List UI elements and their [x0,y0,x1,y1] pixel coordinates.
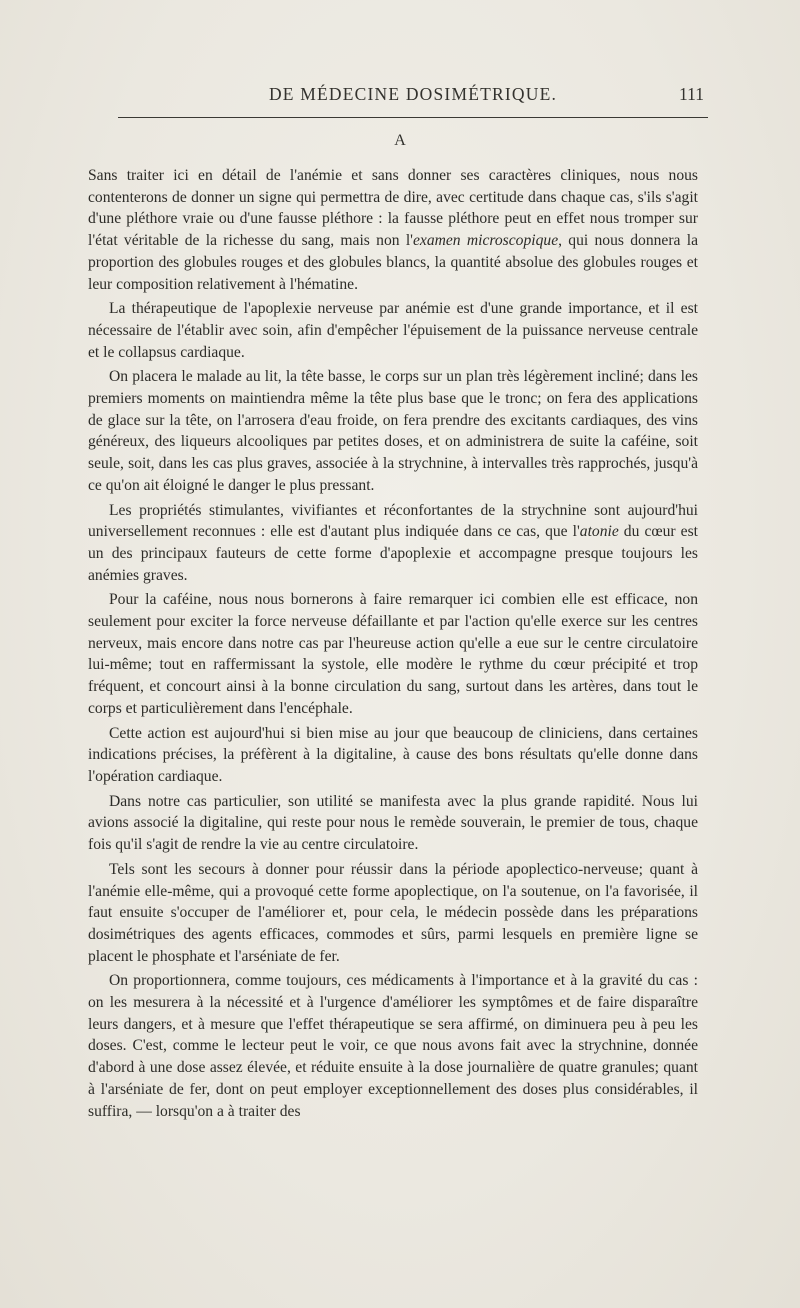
paragraph-8: Tels sont les secours à donner pour réussir dans la période apoplectico-nerveuse; quant à l'anémie elle-même, qui a provoqué cette forme apoplectique, on l'a soutenue, on l'a favorisée, il faut ensuite s'occuper de l'améliorer et, pour cela, le médecin possède dans les préparations dosimétriques des agents efficaces, commodes et sûrs, parmi lesquels en première ligne se placent le phosphate et l'arséniate de fer. [88,860,698,965]
paragraph-4-text: Les propriétés stimulantes, vivifiantes et réconfortantes de la strychnine sont aujourd'hui universellement reconnues : elle est d'autant plus indiquée dans ce cas, que l' [88,501,698,541]
paragraph-5: Pour la caféine, nous nous bornerons à faire remarquer ici combien elle est efficace, non seulement pour exciter la force nerveuse défaillante et par l'action qu'elle exerce sur les centres nerveux, mais encore dans notre cas par l'heureuse action qu'elle a eue sur le centre circulatoire lui-même; tout en raffermissant la systole, elle modère le rythme du cœur précipité et trop fréquent, et concourt ainsi à la bonne circulation du sang, surtout dans les artères, dans tout le corps et particulièrement dans l'encéphale. [88,591,698,717]
header-rule [118,117,708,118]
paragraph-6: Cette action est aujourd'hui si bien mise au jour que beaucoup de cliniciens, dans certaines indications précises, la préfèrent à la digitaline, à cause des bons résultats qu'elle donne dans l'opération cardiaque. [88,724,698,785]
paragraph-1-text: Sans traiter ici en détail de l'anémie et sans donner ses caractères cliniques, nous nous contenterons de donner un signe qui permettra de dire, avec certitude dans chaque cas, s'ils s'agit d'une pléthore vraie ou d'une fausse pléthore : la fausse pléthore peut en effet nous tromper sur l'état véritable de la richesse du sang, mais non l' [88,167,698,250]
page-header [118,84,708,110]
section-letter: A [394,132,406,149]
paragraph-7: Dans notre cas particulier, son utilité se manifesta avec la plus grande rapidité. Nous lui avions associé la digitaline, qui reste pour nous le remède souverain, le premier de tous, chaque fois qu'il s'agit de rendre la vie au centre circulatoire. [88,792,698,854]
running-title: DE MÉDECINE DOSIMÉTRIQUE. [268,84,558,104]
paragraph-1-text-end: , qui nous donnera la proportion des globules rouges et des globules blancs, la quantité absolue des globules rouges et leur composition relativement à l'hématine. [88,232,699,293]
page-number: 111 [679,84,704,104]
body-text [88,165,698,1125]
paragraph-9: On proportionnera, comme toujours, ces médicaments à l'importance et à la gravité du cas : on les mesurera à la nécessité et à l'urgence d'améliorer les symptômes et de faire disparaître leurs dangers, et à mesure que l'effet thérapeutique se sera affirmé, on diminuera peu à peu les doses. C'est, comme le lecteur peut le voir, ce que nous avons fait avec la strychnine, donnée d'abord à une dose assez élevée, et réduite ensuite à la dose journalière de quatre granules; quant à l'arséniate de fer, dont on peut employer exceptionnellement des doses plus considérables, il suffira, — lorsqu'on a à traiter des [88,972,698,1120]
paragraph-4 [88,500,698,587]
paragraph-4-italic: atonie [579,523,619,541]
paragraph-3: On placera le malade au lit, la tête basse, le corps sur un plan très légèrement incliné; dans les premiers moments on maintiendra même la tête plus base que le tronc; on fera des applications de glace sur la tête, on l'arrosera d'eau froide, on fera prendre des excitants cardiaques, des vins généreux, des liqueurs alcooliques par petites doses, et on administrera de suite la caféine, soit seule, soit, dans les cas plus graves, associée à la strychnine, à intervalles très rapprochés, jusqu'à ce qu'on ait éloigné le danger le plus pressant. [88,368,698,494]
paragraph-1 [88,165,698,295]
paragraph-4-text-end: du cœur est un des principaux fauteurs de cette forme d'apoplexie et accompagne presque toujours les anémies graves. [88,523,698,584]
paragraph-2: La thérapeutique de l'apoplexie nerveuse par anémie est d'une grande importance, et il est nécessaire de l'établir avec soin, afin d'empêcher l'épuisement de la puissance nerveuse centrale et le collapsus cardiaque. [88,300,698,361]
paragraph-1-italic: examen microscopique [412,232,559,250]
